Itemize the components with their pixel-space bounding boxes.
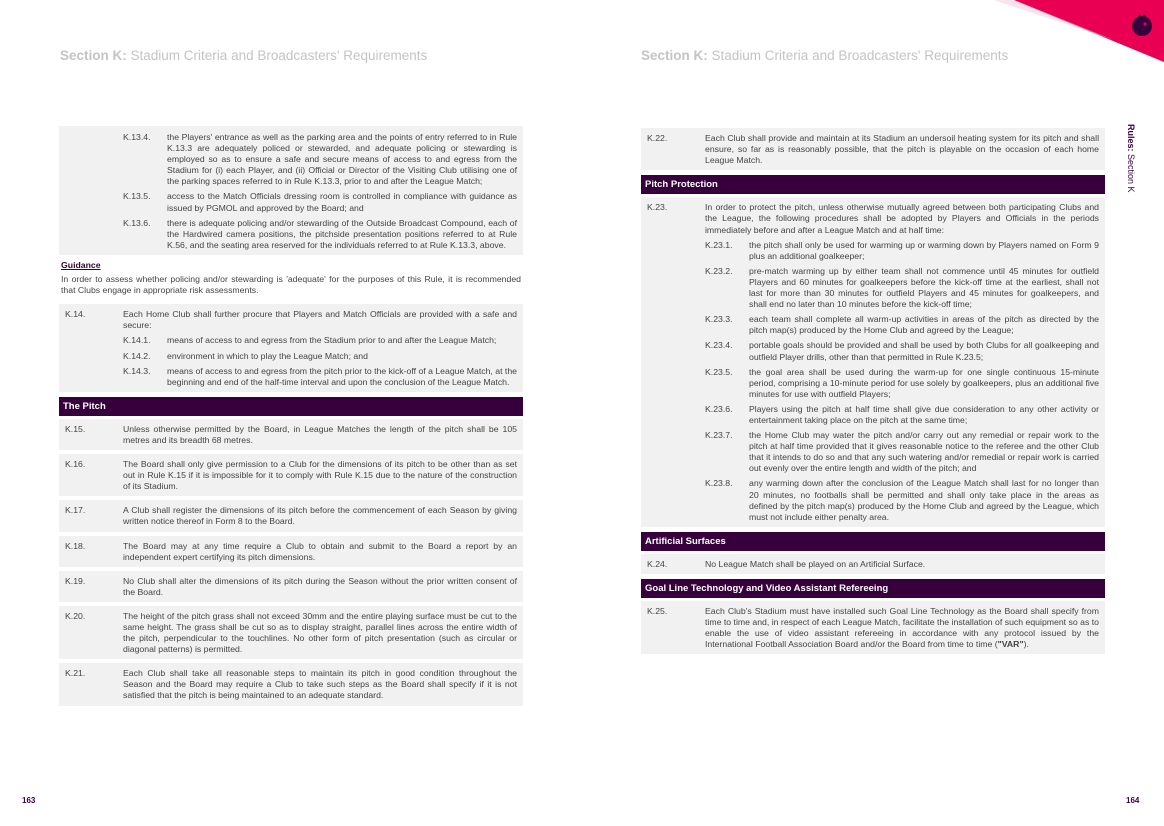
- side-tab-bold: Rules:: [1126, 124, 1136, 152]
- sub-rule: [705, 367, 1099, 400]
- section-bar-goal-line-technology: Goal Line Technology and Video Assistant Refereeing: [641, 579, 1105, 598]
- sub-rule: [705, 314, 1099, 336]
- sub-rule: [705, 430, 1099, 474]
- sub-rule-number: K.23.1.: [705, 239, 733, 250]
- rule-block-k16: [59, 454, 523, 496]
- rule-block-k14: [59, 304, 523, 392]
- sub-rule: [705, 266, 1099, 310]
- rule-number: K.24.: [647, 558, 668, 569]
- section-title: Stadium Criteria and Broadcasters' Requirements: [130, 48, 428, 63]
- rule-block-k13: [59, 126, 523, 255]
- sub-rule: [705, 478, 1099, 522]
- sub-rule: [123, 218, 517, 251]
- sub-rule-text: the Home Club may water the pitch and/or carry out any remedial or repair work to the pitch at half time provided that it gives reasonable notice to the referee and the other Club that it intends to do so and that any such watering and/or remedial or repair work is carried out evenly over the entire length and width of the pitch; and: [749, 430, 1099, 474]
- sub-rule-number: K.23.5.: [705, 366, 733, 377]
- page-number-right: 164: [1126, 796, 1140, 805]
- sub-rule-number: K.14.3.: [123, 365, 151, 376]
- sub-rule: [705, 340, 1099, 362]
- rule-block-k24: [641, 554, 1105, 574]
- sub-rule-text: environment in which to play the League Match; and: [167, 350, 368, 361]
- sub-rule-number: K.13.6.: [123, 217, 151, 228]
- section-bar-pitch-protection: Pitch Protection: [641, 175, 1105, 194]
- side-tab: [1126, 124, 1136, 193]
- sub-rule-text: the pitch shall only be used for warming up or warming down by Players named on Form 9 plus an additional goalkeeper;: [749, 239, 1099, 261]
- sub-rule-text: Players using the pitch at half time shall give due consideration to any other activity or entertainment taking place on the pitch at the same time;: [749, 403, 1099, 425]
- sub-rule: [705, 240, 1099, 262]
- rule-number: K.21.: [65, 668, 86, 679]
- section-bar-artificial-surfaces: Artificial Surfaces: [641, 532, 1105, 551]
- rule-block-k20: [59, 606, 523, 659]
- sub-rule: [123, 351, 517, 362]
- section-bar-the-pitch: The Pitch: [59, 397, 523, 416]
- guidance-text: In order to assess whether policing and/or stewarding is 'adequate' for the purposes of this Rule, it is recommended that Clubs engage in appropriate risk assessments.: [61, 274, 521, 296]
- sub-rule-number: K.14.1.: [123, 335, 151, 346]
- section-title: Stadium Criteria and Broadcasters' Requirements: [711, 48, 1009, 63]
- right-column: [641, 128, 1105, 659]
- sub-rule-number: K.13.5.: [123, 191, 151, 202]
- rule-block-k23: [641, 197, 1105, 526]
- left-column: [59, 126, 523, 706]
- rule-block-k17: [59, 500, 523, 531]
- sub-rule: [123, 366, 517, 388]
- rule-number: K.25.: [647, 606, 668, 617]
- section-label: Section K:: [60, 48, 127, 63]
- rule-block-k25: [641, 601, 1105, 654]
- section-header-right: [641, 48, 1008, 63]
- rule-text: Each Home Club shall further procure that Players and Match Officials are provided with a safe and secure:: [123, 309, 517, 331]
- rule-number: K.22.: [647, 133, 668, 143]
- sub-rule-number: K.23.4.: [705, 340, 733, 351]
- rule-number: K.23.: [647, 202, 668, 213]
- rule-text: In order to protect the pitch, unless otherwise mutually agreed between both participating Clubs and the League, the following procedures shall be adopted by Players and Officials in the periods immediately before and after a League Match and at half time:: [705, 202, 1099, 235]
- rule-text: No Club shall alter the dimensions of its pitch during the Season without the prior written consent of the Board.: [123, 575, 517, 597]
- sub-rule: [123, 132, 517, 187]
- sub-rule-number: K.23.3.: [705, 314, 733, 325]
- rule-number: K.19.: [65, 575, 86, 586]
- sub-rule-number: K.23.7.: [705, 430, 733, 441]
- sub-rule-text: portable goals should be provided and shall be used by both Clubs for all goalkeeping and outfield Player drills, other than that permitted in Rule K.23.5;: [749, 340, 1099, 362]
- rule-block-k15: [59, 419, 523, 450]
- rule-text: A Club shall register the dimensions of its pitch before the commencement of each Season by giving written notice thereof in Form 8 to the Board.: [123, 505, 517, 527]
- brand-corner-graphic: [994, 0, 1164, 70]
- rule-text: Each Club shall provide and maintain at its Stadium an undersoil heating system for its pitch and shall ensure, so far as is reasonably possible, that the pitch is playable on the occasion of each home League Match.: [705, 133, 1099, 166]
- rule-text: The Board shall only give permission to a Club for the dimensions of its pitch to be other than as set out in Rule K.15 if it is impossible for it to comply with Rule K.15 due to the nature of the construction of its Stadium.: [123, 459, 517, 492]
- sub-rule-text: there is adequate policing and/or stewarding of the Outside Broadcast Compound, each of the Hardwired camera positions, the pitchside presentation positions referred to at Rule K.56, and the seating area reserved for the individuals referred to at Rule K.13.3, above.: [167, 217, 517, 250]
- sub-rule-number: K.23.8.: [705, 478, 733, 489]
- rule-number: K.15.: [65, 423, 86, 434]
- var-term: "VAR": [997, 639, 1024, 650]
- rule-number: K.20.: [65, 610, 86, 621]
- rule-text: The height of the pitch grass shall not exceed 30mm and the entire playing surface must be cut to the same height. The grass shall be cut so as to display straight, parallel lines across the entire width of the pitch, perpendicular to the touchlines. No other form of pitch presentation (such as circular or diagonal patterns) is permitted.: [123, 610, 517, 655]
- rule-number: K.17.: [65, 505, 86, 516]
- sub-rule-number: K.23.2.: [705, 265, 733, 276]
- section-label: Section K:: [641, 48, 708, 63]
- rule-number: K.18.: [65, 540, 86, 551]
- rule-block-k21: [59, 663, 523, 705]
- rule-block-k18: [59, 536, 523, 567]
- rule-number: K.14.: [65, 309, 86, 320]
- side-tab-label: Section K: [1126, 154, 1136, 193]
- sub-rule-text: the Players' entrance as well as the parking area and the points of entry referred to in Rule K.13.3 are adequately policed or stewarded, and adequate policing or stewarding is employed so as to ensure a safe and secure means of access to and egress from the Stadium for (i) each Player, and (ii) Official or Director of the Visiting Club utilising one of the parking spaces referred to in Rule K.13.3, prior to and after the League Match;: [167, 132, 517, 187]
- sub-rule-text: pre-match warming up by either team shall not commence until 45 minutes for outfield Players and 60 minutes for goalkeepers before the kick-off time at the earliest, shall not last for more than 30 minutes for outfield Players and 45 minutes for goalkeepers, and shall end no later than 10 minutes before the kick-off time;: [749, 265, 1099, 310]
- sub-rule: [123, 191, 517, 213]
- rule-block-k22: [641, 128, 1105, 170]
- rule-text: Unless otherwise permitted by the Board, in League Matches the length of the pitch shall be 105 metres and its breadth 68 metres.: [123, 423, 517, 445]
- sub-rule-text: each team shall complete all warm-up activities in areas of the pitch as directed by the pitch map(s) produced by the Home Club and agreed by the League;: [749, 314, 1099, 336]
- sub-rule-text: means of access to and egress from the pitch prior to the kick-off of a League Match, at the beginning and end of the half-time interval and upon the conclusion of the League Match.: [167, 365, 517, 387]
- sub-rule-text: access to the Match Officials dressing room is controlled in compliance with guidance as issued by PGMOL and approved by the Board; and: [167, 191, 517, 213]
- section-header-left: [60, 48, 427, 63]
- rule-text: Each Club shall take all reasonable steps to maintain its pitch in good condition throughout the Season and the Board may require a Club to take such steps as the Board shall specify if it is not satisfied that the pitch is being maintained to an adequate standard.: [123, 668, 517, 701]
- rule-text: Each Club's Stadium must have installed such Goal Line Technology as the Board shall specify from time to time and, in respect of each League Match, facilitate the installation of such equipment so as to enable the use of video assistant refereeing in accordance with any protocol issued by the International Football Association Board and/or the Board from time to time ("VAR").: [705, 606, 1099, 650]
- sub-rule: [123, 335, 517, 346]
- rule-text: No League Match shall be played on an Artificial Surface.: [705, 558, 926, 569]
- rule-item: [65, 309, 517, 388]
- rule-number: K.16.: [65, 459, 86, 470]
- sub-rule-text: any warming down after the conclusion of the League Match shall last for no longer than 20 minutes, no footballs shall be permitted and shall only take place in the areas as defined by the pitch map(s) produced by the Home Club and agreed by the League, which must not include either penalty area.: [749, 478, 1099, 522]
- sub-rule-text: means of access to and egress from the Stadium prior to and after the League Match;: [167, 335, 497, 346]
- rule-block-k19: [59, 571, 523, 602]
- guidance-heading: Guidance: [61, 259, 101, 270]
- rule-text: The Board may at any time require a Club to obtain and submit to the Board a report by an independent expert certifying its pitch dimensions.: [123, 540, 517, 562]
- sub-rule-number: K.14.2.: [123, 350, 151, 361]
- sub-rule-number: K.23.6.: [705, 403, 733, 414]
- sub-rule-text: the goal area shall be used during the warm-up for one single continuous 15-minute period, comprising a 10-minute period for use solely by goalkeepers, plus an additional five minutes for use with outfield Players;: [749, 366, 1099, 399]
- page-number-left: 163: [22, 796, 36, 805]
- sub-rule-number: K.13.4.: [123, 132, 151, 142]
- sub-rule: [705, 404, 1099, 426]
